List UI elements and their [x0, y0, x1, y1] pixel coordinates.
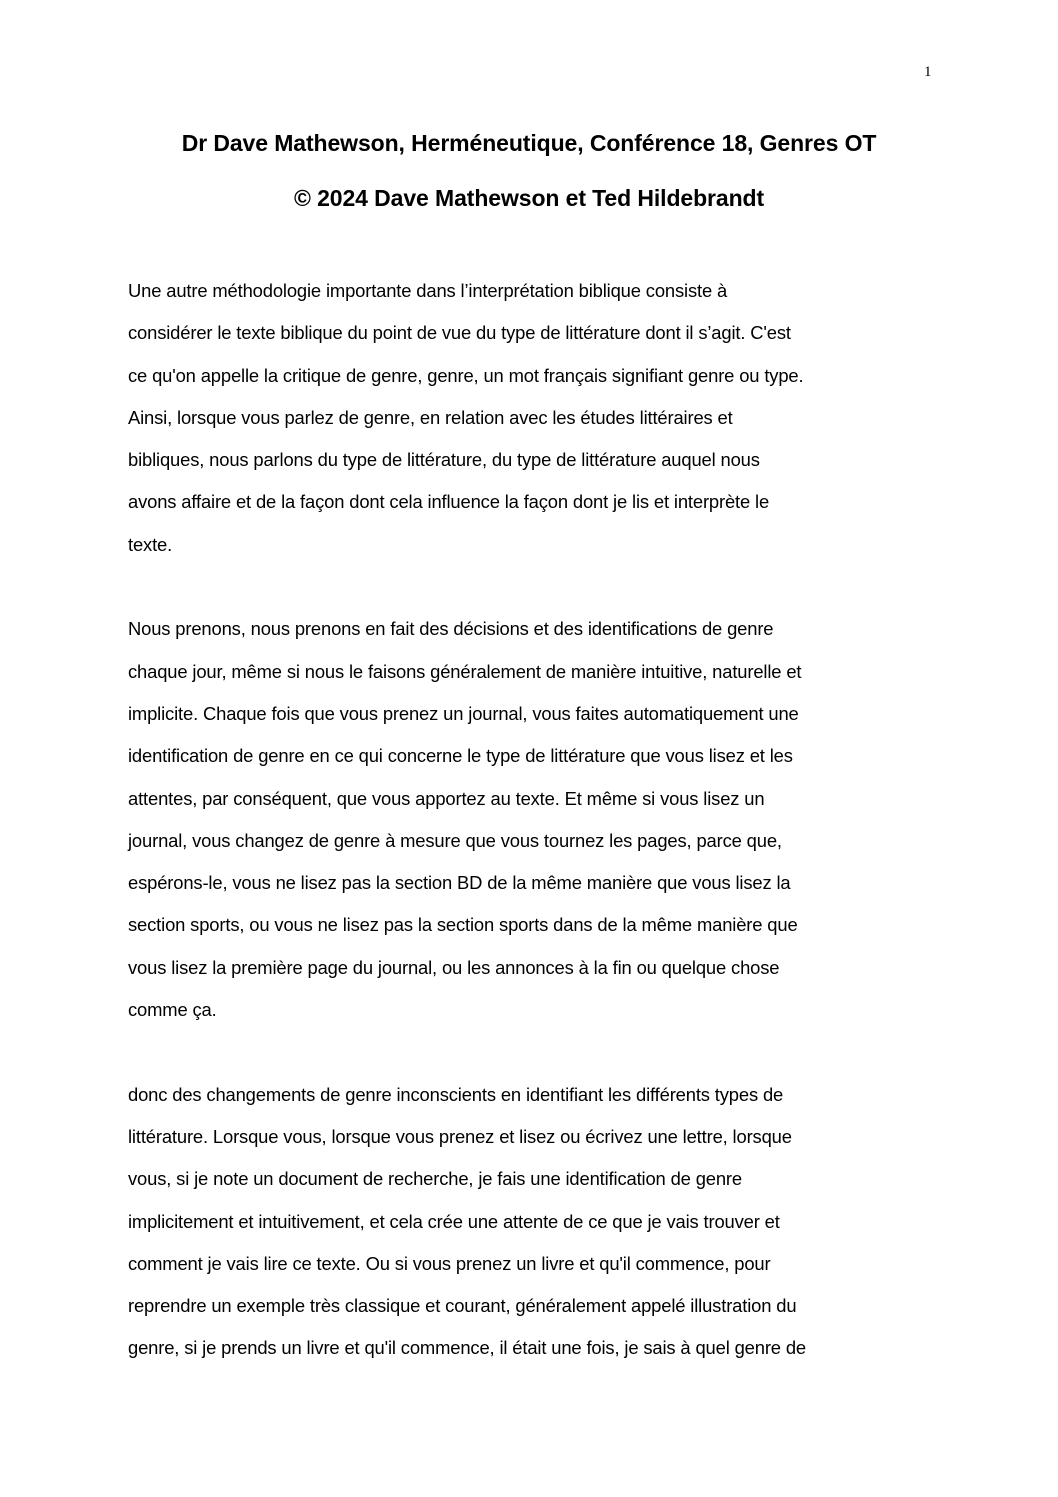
text-line: chaque jour, même si nous le faisons généralement de manière intuitive, naturelle et	[128, 660, 802, 682]
text-line: Une autre méthodologie importante dans l’interprétation biblique consiste à	[128, 280, 728, 301]
document-title	[0, 128, 1058, 238]
title-line-2: © 2024 Dave Mathewson et Ted Hildebrandt	[293, 185, 765, 211]
paragraph-spacer	[128, 566, 933, 608]
page-number: 1	[924, 64, 932, 80]
paragraph-2	[128, 608, 933, 1031]
paragraph-1	[128, 270, 933, 566]
paragraph-spacer	[128, 1031, 933, 1073]
document-body	[128, 270, 933, 1370]
text-line: reprendre un exemple très classique et courant, généralement appelé illustration du	[128, 1295, 797, 1317]
text-line: identification de genre en ce qui concerne le type de littérature que vous lisez et les	[128, 745, 793, 767]
text-line: littérature. Lorsque vous, lorsque vous prenez et lisez ou écrivez une lettre, lorsque	[128, 1125, 792, 1147]
text-line: journal, vous changez de genre à mesure que vous tournez les pages, parce que,	[128, 829, 782, 851]
text-line: texte.	[128, 533, 173, 555]
text-line: Ainsi, lorsque vous parlez de genre, en relation avec les études littéraires et	[128, 406, 733, 428]
text-line: Nous prenons, nous prenons en fait des décisions et des identifications de genre	[128, 618, 774, 640]
text-line: vous lisez la première page du journal, ou les annonces à la fin ou quelque chose	[128, 956, 780, 978]
text-line: ce qu'on appelle la critique de genre, genre, un mot français signifiant genre ou type.	[128, 364, 804, 386]
text-line: implicitement et intuitivement, et cela crée une attente de ce que je vais trouver et	[128, 1210, 780, 1232]
text-line: comment je vais lire ce texte. Ou si vous prenez un livre et qu'il commence, pour	[128, 1252, 771, 1274]
text-line: attentes, par conséquent, que vous apportez au texte. Et même si vous lisez un	[128, 787, 765, 809]
text-line: avons affaire et de la façon dont cela influence la façon dont je lis et interprète le	[128, 491, 770, 513]
text-line: bibliques, nous parlons du type de littérature, du type de littérature auquel nous	[128, 449, 760, 471]
text-line: espérons-le, vous ne lisez pas la section BD de la même manière que vous lisez la	[128, 872, 791, 894]
paragraph-3	[128, 1074, 933, 1370]
text-line: implicite. Chaque fois que vous prenez un journal, vous faites automatiquement une	[128, 702, 799, 724]
text-line: comme ça.	[128, 999, 217, 1021]
text-line: considérer le texte biblique du point de vue du type de littérature dont il s’agit. C'est	[128, 322, 791, 344]
text-line: genre, si je prends un livre et qu'il commence, il était une fois, je sais à quel genre de	[128, 1337, 806, 1359]
text-line: vous, si je note un document de recherche, je fais une identification de genre	[128, 1168, 742, 1190]
text-line: section sports, ou vous ne lisez pas la section sports dans de la même manière que	[128, 914, 798, 936]
text-line: donc des changements de genre inconscients en identifiant les différents types de	[128, 1083, 784, 1105]
title-line-1: Dr Dave Mathewson, Herméneutique, Conférence 18, Genres OT	[181, 130, 877, 156]
